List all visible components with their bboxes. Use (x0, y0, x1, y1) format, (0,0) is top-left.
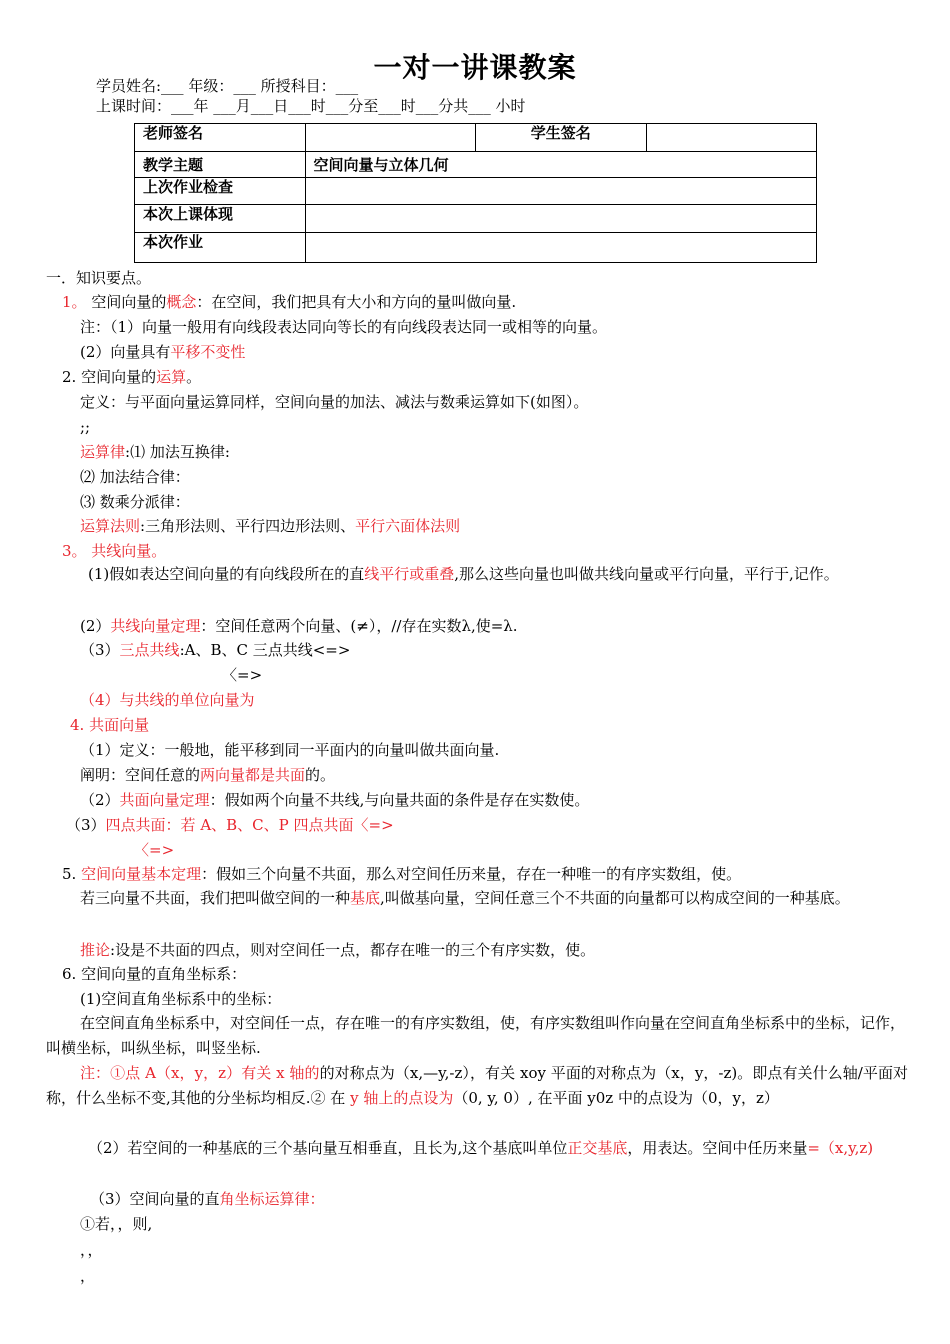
point-3-2 (80, 616, 518, 636)
point-4-2 (80, 790, 589, 810)
point-5-basis-keyword: 基底 (350, 889, 381, 907)
operation-rules-keyword2: 平行六面体法则 (355, 517, 461, 535)
point-6-3 (90, 1189, 325, 1209)
teacher-sign-label: 老师签名 (135, 124, 306, 152)
point-2-keyword: 运算 (156, 368, 187, 386)
point-3-1 (46, 562, 908, 587)
point-2-definition: 定义：与平面向量运算同样，空间向量的加法、减法与数乘运算如下(如图）。 (80, 393, 589, 411)
point-2-semicolons: ;; (80, 418, 91, 436)
point-4-2-text-b: ：假如两个向量不共线,与向量共面的条件是存在实数使。 (209, 791, 590, 809)
point-6-note (46, 1061, 908, 1111)
point-6-2-keyword: 正交基底 (567, 1139, 628, 1157)
point-4-title: 4. 共面向量 (70, 716, 150, 734)
point-4-note-text-a: 阐明：空间任意的 (80, 766, 201, 784)
point-1-note2 (80, 342, 245, 362)
point-3-1-text-b: ,那么这些向量也叫做共线向量或平行向量，平行于,记作。 (454, 565, 839, 583)
class-time-row: 上课时间：___年 ___月___日___时___分至___时___分共___ 小时 (96, 97, 526, 115)
student-info-row: 学员姓名:___ 年级：___ 所授科目：___ (96, 77, 359, 95)
point-4-note-keyword: 两向量都是共面 (200, 766, 306, 784)
point-3-1-keyword: 线平行或重叠 (364, 565, 455, 583)
this-homework-field (305, 233, 816, 263)
section-heading: 一．知识要点。 (46, 269, 152, 287)
point-5-text-a: 5. (62, 865, 82, 883)
point-3-3 (80, 640, 350, 660)
point-5-basis-text-b: ,叫做基向量，空间任意三个不共面的向量都可以构成空间的一种基底。 (380, 889, 850, 907)
point-5-corollary-text: :设是不共面的四点，则对空间任一点，都存在唯一的三个有序实数，使。 (110, 941, 596, 959)
point-6-3-1: ①若，，则, (80, 1215, 153, 1233)
lesson-header-table (134, 123, 817, 263)
point-5-keyword: 空间向量基本定理 (81, 865, 202, 883)
point-6-note-keyword: 注：①点 A（x，y，z）有关 x 轴的 (80, 1064, 320, 1082)
operation-rules-keyword: 运算法则 (80, 517, 141, 535)
point-4-2-text-a: （2） (80, 791, 120, 809)
point-1-number: 1。 (62, 293, 87, 311)
point-5-text-b: ：假如三个向量不共面，那么对空间任历来量，存在一种唯一的有序实数组，使。 (201, 865, 742, 883)
point-4-note-text-b: 的。 (305, 766, 336, 784)
point-5-corollary (80, 940, 595, 960)
point-3-1-text-a: (1)假如表达空间向量的有向线段所在的直 (88, 565, 365, 583)
point-1-note2-text: (2）向量具有 (80, 343, 171, 361)
point-4-note (80, 765, 335, 785)
point-4-3-equiv: 〈=> (134, 841, 175, 859)
point-6-3-3: ， (80, 1267, 96, 1285)
operation-law-2: ⑵ 加法结合律： (80, 468, 190, 486)
point-3-title: 3。 共线向量。 (62, 542, 167, 560)
point-1 (62, 292, 516, 312)
student-sign-label: 学生签名 (475, 124, 646, 152)
operation-law-3: ⑶ 数乘分派律： (80, 493, 190, 511)
point-6-2-keyword2: =（x,y,z) (807, 1139, 874, 1157)
point-5-basis-text-a: 若三向量不共面，我们把叫做空间的一种 (80, 889, 351, 907)
operation-law-1 (80, 442, 230, 462)
point-3-3-keyword: 三点共线 (119, 641, 180, 659)
point-4-3-keyword: 四点共面：若 A、B、C、P 四点共面〈=> (105, 816, 394, 834)
this-class-label: 本次上课体现 (135, 205, 306, 233)
point-6-note-text-c: （0, y, 0）, 在平面 y0z 中的点设为（0，y，z） (453, 1089, 779, 1107)
student-sign-field (646, 124, 817, 152)
last-homework-field (305, 178, 816, 205)
point-2-text-a: 2. 空间向量的 (62, 368, 157, 386)
point-6-2-text-a: （2）若空间的一种基底的三个基向量互相垂直，且长为,这个基底叫单位 (88, 1139, 568, 1157)
point-6-note-text-b: 的对称点为（x,—y,-z），有关 xoy 平面的对称点为（x，y，-z)。即点有关什么轴/平面对称，什么坐标不变,其他的分坐标均相反.② 在 (46, 1064, 909, 1107)
point-6-2-text-b: ，用表达。空间中任历来量 (627, 1139, 808, 1157)
point-1-note: 注：（1）向量一般用有向线段表达同向等长的有向线段表达同一或相等的向量。 (80, 318, 608, 336)
point-2 (62, 367, 201, 387)
last-homework-label: 上次作业检查 (135, 178, 306, 205)
point-3-2-text-a: (2） (80, 617, 111, 635)
point-3-3-text-b: :A、B、C 三点共线<=> (179, 641, 351, 659)
teacher-sign-field (305, 124, 475, 152)
point-6-1-body: 在空间直角坐标系中，对空间任一点，存在唯一的有序实数组，使，有序实数组叫作向量在空间直角坐标系中的坐标，记作，叫横坐标，叫纵坐标，叫竖坐标. (46, 1014, 906, 1057)
point-4-3-text-a: （3） (66, 816, 106, 834)
topic-label: 教学主题 (135, 152, 306, 178)
point-2-text-b: 。 (186, 368, 202, 386)
point-3-2-text-b: ：空间任意两个向量、(≠），//存在实数λ,使=λ. (200, 617, 518, 635)
operation-rules (80, 516, 460, 536)
point-3-3-text-a: （3） (80, 641, 120, 659)
point-1-keyword: 概念 (166, 293, 197, 311)
this-class-field (305, 205, 816, 233)
point-1-note2-keyword: 平移不变性 (170, 343, 246, 361)
point-5-basis (46, 886, 908, 911)
point-4-2-keyword: 共面向量定理 (119, 791, 210, 809)
point-4-1: （1）定义：一般地，能平移到同一平面内的向量叫做共面向量. (80, 741, 500, 759)
point-6-note-keyword2: y 轴上的点设为 (350, 1089, 454, 1107)
topic-value: 空间向量与立体几何 (305, 152, 816, 178)
point-3-3-equiv: 〈=> (222, 666, 263, 684)
point-6-title: 6. 空间向量的直角坐标系： (62, 965, 247, 983)
point-4-3 (66, 815, 394, 835)
point-1-text-a: 空间向量的 (86, 293, 167, 311)
operation-law-keyword: 运算律 (80, 443, 126, 461)
this-homework-label: 本次作业 (135, 233, 306, 263)
point-6-2 (46, 1136, 908, 1161)
point-6-3-text-a: （3）空间向量的直 (90, 1190, 220, 1208)
point-5-corollary-keyword: 推论 (80, 941, 111, 959)
operation-rules-text: :三角形法则、平行四边形法则、 (140, 517, 356, 535)
point-3-2-keyword: 共线向量定理 (110, 617, 201, 635)
point-1-text-b: ：在空间，我们把具有大小和方向的量叫做向量. (196, 293, 517, 311)
point-6-3-2: ，， (80, 1241, 103, 1259)
point-6-1: (1)空间直角坐标系中的坐标： (80, 990, 282, 1008)
page-title: 一对一讲课教案 (373, 51, 577, 84)
point-5 (62, 864, 741, 884)
operation-law-1-text: :⑴ 加法互换律: (125, 443, 230, 461)
point-3-4: （4）与共线的单位向量为 (80, 691, 255, 709)
point-6-3-keyword: 角坐标运算律： (219, 1190, 325, 1208)
